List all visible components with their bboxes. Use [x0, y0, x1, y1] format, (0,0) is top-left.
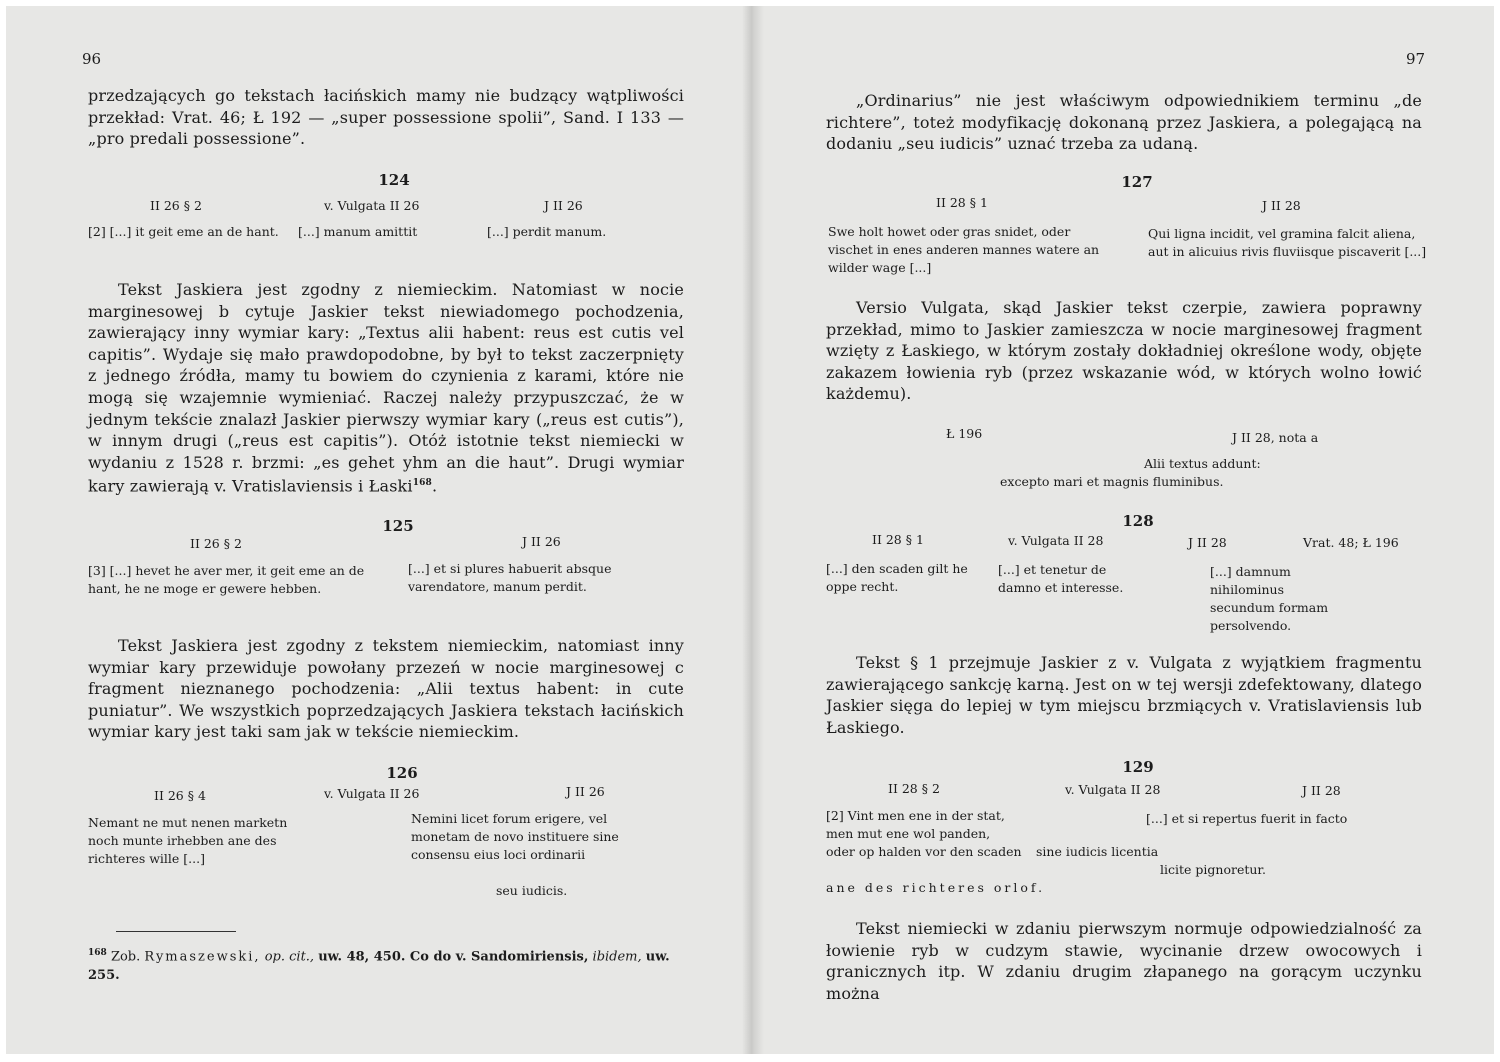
column-header: v. Vulgata II 26	[324, 198, 420, 213]
column-header: J II 26	[544, 198, 583, 213]
column-text: [...] den scaden gilt he oppe recht.	[826, 561, 968, 594]
column-text: seu iudicis.	[496, 883, 568, 898]
column-text: Swe holt howet oder gras snidet, oder vischet in enes anderen mannes watere an wilder wage [...]	[828, 224, 1100, 275]
footnote: $^{168}$ Zob. Rymaszewski, op. cit., uw. 48, 450. Co do v. Sandomiriensis, ibidem, uw. 255.	[88, 948, 670, 984]
column-header: II 26 § 4	[154, 788, 206, 803]
column-header: Vrat. 48; Ł 196	[1303, 535, 1399, 550]
section-number: 124	[378, 171, 410, 189]
note-text: excepto mari et magnis fluminibus.	[1000, 474, 1224, 489]
paragraph: Versio Vulgata, skąd Jaskier tekst czerpie, zawiera poprawny przekład, mimo to Jaskier zamieszcza w nocie marginesowej fragment wzięty z Łaskiego, w którym zostały dokładniej określone wody, objęte zakazem łowienia ryb (przez wskazanie wód, w których wolno łowić każdemu).	[826, 298, 1422, 404]
column-text: [...] et tenetur de damno et interesse.	[998, 562, 1124, 595]
section-number: 127	[1121, 173, 1153, 191]
page-number: 97	[1406, 50, 1426, 68]
paragraph: Tekst Jaskiera jest zgodny z niemieckim. Natomiast w nocie marginesowej b cytuje Jaskier tekst niewiadomego pochodzenia, zawierający inny wymiar kary: „Textus alii habent: reus est cutis vel capitis”. Wydaje się mało prawdopodobne, by był to tekst zaczerpnięty z jednego źródła, mamy tu bowiem do czynienia z karami, które nie mogą się wzajemnie wymieniać. Raczej należy przypuszczać, że w jednym tekście znalazł Jaskier pierwszy wymiar kary („reus est cutis”), w innym drugi („reus est capitis”). Otóż istotnie tekst niemiecki w wydaniu z 1528 r. brzmi: „es gehet yhm an die haut”. Drugi wymiar kary zawierają v. Vratislaviensis i Łaski$^{168}$.	[88, 280, 684, 496]
column-text: ane des richteres orlof.	[826, 880, 1046, 895]
book-gutter	[742, 6, 764, 1054]
column-text: [2] [...] it geit eme an de hant.	[88, 224, 279, 239]
column-text: Nemant ne mut nenen marketn noch munte irhebben ane des richteres wille [...]	[88, 815, 288, 866]
column-text: [...] et si plures habuerit absque varendatore, manum perdit.	[408, 561, 612, 594]
footnote-ref: 168	[412, 478, 432, 489]
column-header: J II 28, nota a	[1232, 430, 1319, 445]
column-header: II 26 § 2	[150, 198, 202, 213]
column-text: sine iudicis licentia	[1036, 844, 1159, 859]
column-text: licite pignoretur.	[1160, 862, 1266, 877]
section-number: 126	[386, 764, 418, 782]
column-text: [2] Vint men ene in der stat, men mut ene wol panden, oder op halden vor den scaden	[826, 808, 1022, 859]
column-header: v. Vulgata II 28	[1008, 533, 1104, 548]
paragraph: Tekst Jaskiera jest zgodny z tekstem niemieckim, natomiast inny wymiar kary przewiduje powołany przezeń w nocie marginesowej c fragment nieznanego pochodzenia: „Alii textus habent: in cute puniatur”. We wszystkich poprzedzających Jaskiera tekstach łacińskich wymiar kary jest taki sam jak w tekście niemieckim.	[88, 636, 684, 742]
column-header: II 26 § 2	[190, 536, 242, 551]
column-text: Qui ligna incidit, vel gramina falcit aliena, aut in alicuius rivis fluviisque piscaverit [...]	[1148, 226, 1427, 259]
column-header: II 28 § 1	[872, 532, 924, 547]
paragraph: „Ordinarius” nie jest właściwym odpowiednikiem terminu „de richtere”, toteż modyfikację dokonaną przez Jaskiera, a polegającą na dodaniu „seu iudicis” uznać trzeba za udaną.	[826, 91, 1422, 154]
right-page	[752, 6, 1494, 1054]
column-header: J II 26	[566, 784, 605, 799]
column-header: J II 28	[1188, 535, 1227, 550]
section-number: 128	[1122, 512, 1154, 530]
paragraph: przedzających go tekstach łacińskich mamy nie budzący wątpliwości przekład: Vrat. 46; Ł 192 — „super possessione spolii”, Sand. I 133 — „pro predali possessione”.	[88, 86, 684, 149]
column-header: J II 26	[522, 534, 561, 549]
column-header: J II 28	[1262, 198, 1301, 213]
column-text: [...] perdit manum.	[487, 224, 607, 239]
column-header: II 28 § 2	[888, 781, 940, 796]
column-text: Nemini licet forum erigere, vel monetam de novo instituere sine consensu eius loci ordinarii	[411, 811, 619, 862]
column-header: II 28 § 1	[936, 195, 988, 210]
left-page	[6, 6, 752, 1054]
column-header: Ł 196	[946, 426, 983, 441]
paragraph: Tekst niemiecki w zdaniu pierwszym normuje odpowiedzialność za łowienie ryb w cudzym stawie, wycinanie drzew owocowych i granicznych itp. W zdaniu drugim złapanego na gorącym uczynku można	[826, 919, 1422, 1003]
column-text: [...] manum amittit	[298, 224, 418, 239]
column-text: [...] et si repertus fuerit in facto	[1146, 811, 1348, 826]
column-text: [3] [...] hevet he aver mer, it geit eme an de hant, he ne moge er gewere hebben.	[88, 563, 365, 596]
paragraph: Tekst § 1 przejmuje Jaskier z v. Vulgata z wyjątkiem fragmentu zawierającego sankcję karną. Jest on w tej wersji zdefektowany, dlatego Jaskier sięga do lepiej w tym miejscu brzmiących v. Vratislaviensis lub Łaskiego.	[826, 653, 1422, 737]
column-text: [...] damnum nihilominus secundum formam persolvendo.	[1210, 564, 1329, 633]
section-number: 129	[1122, 758, 1154, 776]
section-number: 125	[382, 517, 414, 535]
column-header: v. Vulgata II 26	[324, 786, 420, 801]
page-number: 96	[82, 50, 102, 68]
column-header: v. Vulgata II 28	[1065, 782, 1161, 797]
column-header: J II 28	[1302, 783, 1341, 798]
note-text: Alii textus addunt:	[1144, 456, 1261, 471]
footnote-rule	[116, 931, 236, 932]
